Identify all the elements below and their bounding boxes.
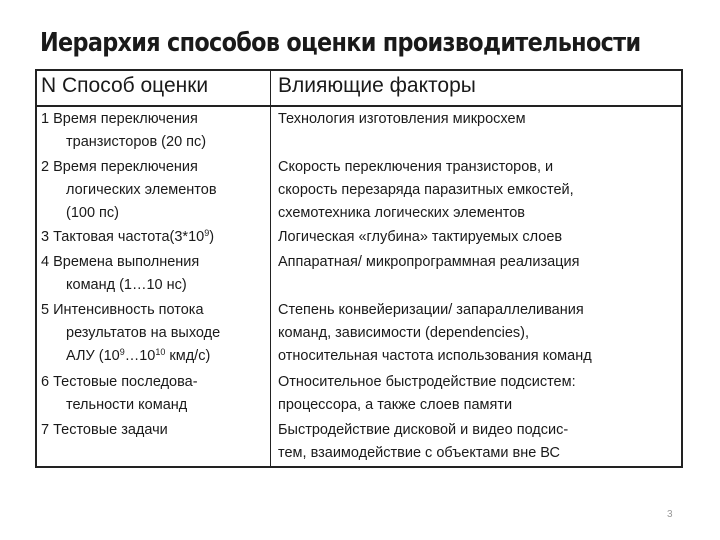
header-separator bbox=[35, 105, 683, 107]
factor-line: процессора, а также слоев памяти bbox=[278, 397, 513, 413]
method-text: АЛУ (10 bbox=[66, 348, 120, 364]
column-header-factors: Влияющие факторы bbox=[278, 74, 476, 97]
column-separator bbox=[270, 71, 271, 466]
factor-line: Логическая «глубина» тактируемых слоев bbox=[278, 229, 563, 245]
method-line: 7 Тестовые задачи bbox=[41, 422, 168, 438]
method-text: кмд/с) bbox=[165, 348, 211, 364]
exponent: 10 bbox=[155, 347, 166, 357]
exponent: 9 bbox=[119, 347, 125, 357]
method-line: результатов на выходе bbox=[66, 325, 221, 341]
method-line: (100 пс) bbox=[66, 205, 119, 221]
factor-line: Относительное быстродействие подсистем: bbox=[278, 374, 576, 390]
factor-line: относительная частота использования команд bbox=[278, 348, 592, 364]
method-line bbox=[41, 229, 214, 246]
method-line: тельности команд bbox=[66, 397, 188, 413]
method-line: 6 Тестовые последова- bbox=[41, 374, 198, 390]
method-line: 5 Интенсивность потока bbox=[41, 302, 204, 318]
method-text: ) bbox=[209, 229, 215, 245]
method-line: 4 Времена выполнения bbox=[41, 254, 200, 270]
column-header-method: N Способ оценки bbox=[41, 74, 209, 97]
factor-line: Быстродействие дисковой и видео подсис- bbox=[278, 422, 569, 438]
method-line: 2 Время переключения bbox=[41, 159, 198, 175]
method-line: логических элементов bbox=[66, 182, 217, 198]
method-line: транзисторов (20 пс) bbox=[66, 134, 207, 150]
factor-line: схемотехника логических элементов bbox=[278, 205, 526, 221]
factor-line: Технология изготовления микросхем bbox=[278, 111, 526, 127]
factor-line: Скорость переключения транзисторов, и bbox=[278, 159, 554, 175]
factor-line: тем, взаимодействие с объектами вне ВС bbox=[278, 445, 560, 461]
method-line: 1 Время переключения bbox=[41, 111, 198, 127]
factor-line: Аппаратная/ микропрограммная реализация bbox=[278, 254, 580, 270]
page-number: 3 bbox=[667, 509, 673, 520]
method-text: …10 bbox=[124, 348, 156, 364]
exponent: 9 bbox=[204, 228, 210, 238]
method-line: команд (1…10 нс) bbox=[66, 277, 187, 293]
factor-line: Степень конвейеризации/ запараллеливания bbox=[278, 302, 584, 318]
factor-line: скорость перезаряда паразитных емкостей, bbox=[278, 182, 574, 198]
factor-line: команд, зависимости (dependencies), bbox=[278, 325, 530, 341]
method-line bbox=[66, 348, 210, 365]
slide-title: Иерархия способов оценки производительности bbox=[40, 28, 641, 58]
method-text: 3 Тактовая частота(3*10 bbox=[41, 229, 205, 245]
